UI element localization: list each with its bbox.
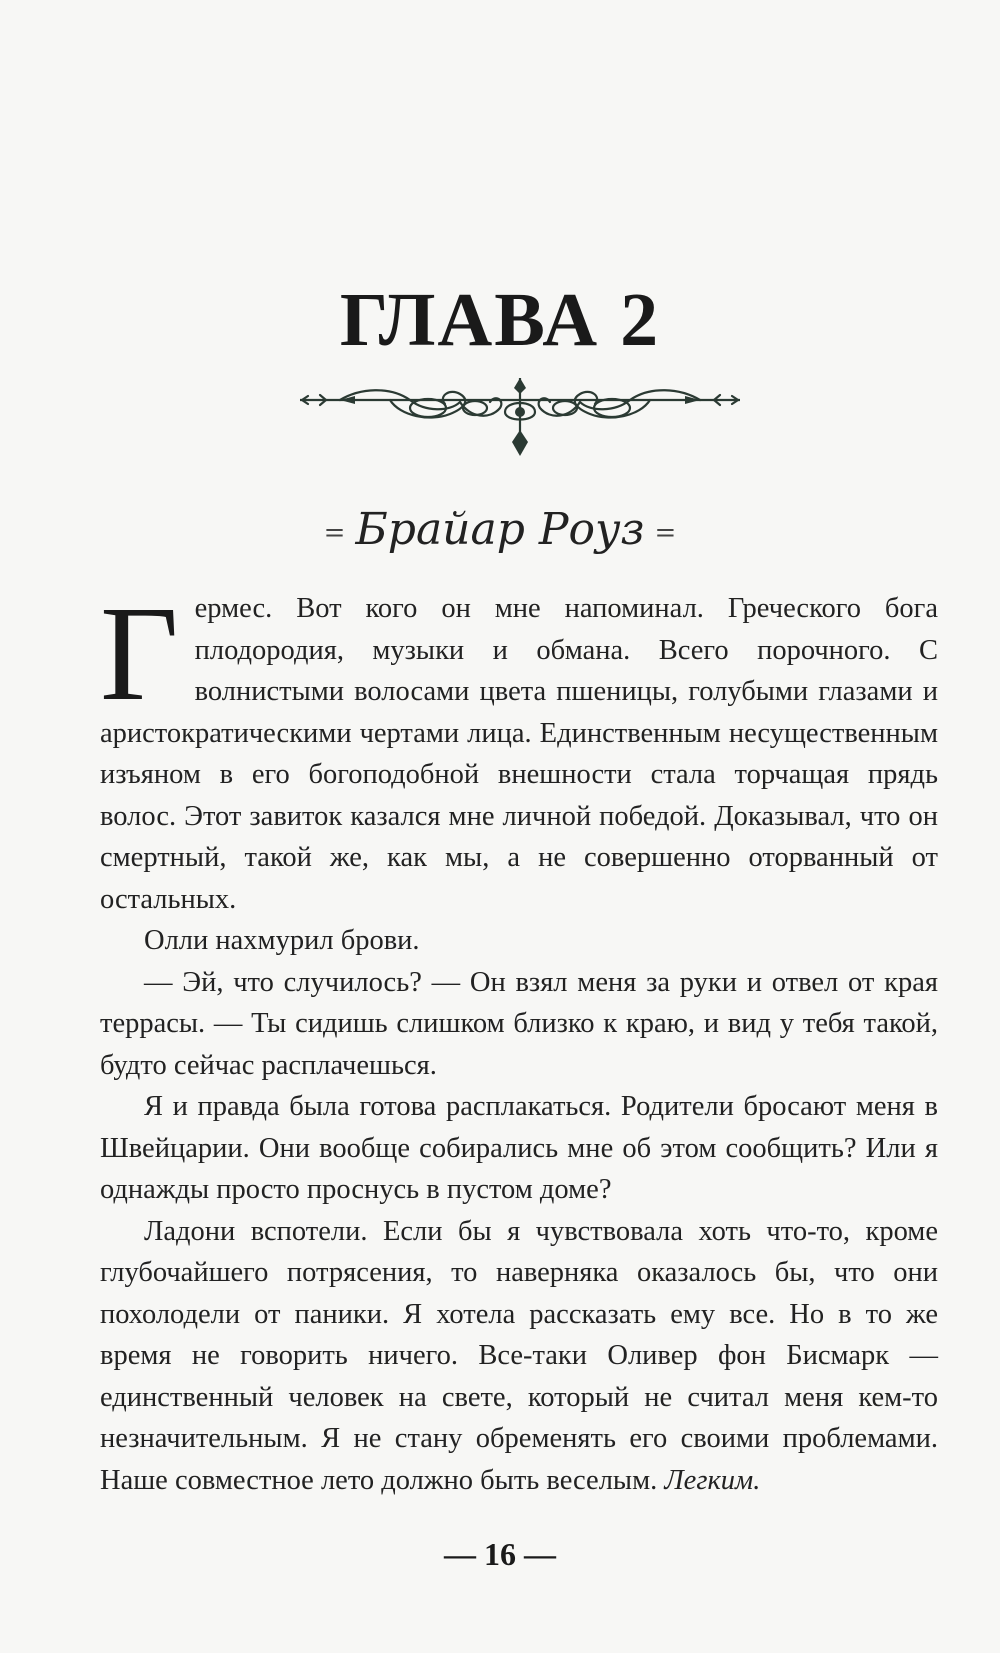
- paragraph-5-text: Ладони вспотели. Если бы я чувствовала хоть что-то, кроме глубочайшего потрясения, то наверняка оказалось бы, что они похолодели от паники. Я хотела рассказать ему все. Но в то же время не говорить ничего. Все-таки Оливер фон Бисмарк — единственный человек на свете, который не считал меня кем-то незначительным. Я не стану обременять его своими проблемами. Наше совместное лето должно быть веселым.: [100, 1215, 938, 1496]
- paragraph-1-text: ермес. Вот кого он мне напоминал. Греческого бога плодородия, музыки и обмана. Всего порочного. С волнистыми волосами цвета пшеницы, голубыми глазами и аристократическими чертами лица. Единственным несущественным изъяном в его богоподобной внешности стала торчащая прядь волос. Этот завиток казался мне личной победой. Доказывал, что он смертный, такой же, как мы, а не совершенно оторванный от остальных.: [100, 593, 938, 915]
- paragraph-5-italic: Легким.: [664, 1464, 761, 1496]
- pov-dash-left: =: [323, 517, 346, 548]
- chapter-title: ГЛАВА 2: [339, 278, 661, 362]
- chapter-text: [100, 579, 938, 1501]
- pov-heading: [0, 504, 1000, 555]
- pov-name: Брайар Роуз: [355, 504, 645, 555]
- paragraph-1: [100, 579, 938, 920]
- paragraph-3: — Эй, что случилось? — Он взял меня за руки и отвел от края террасы. — Ты сидишь слишком близко к краю, и вид у тебя такой, будто сейчас расплачешься.: [100, 966, 938, 1081]
- paragraph-5: [100, 1211, 938, 1502]
- paragraph-4: Я и правда была готова расплакаться. Родители бросают меня в Швейцарии. Они вообще собирались мне об этом сообщить? Или я однажды просто проснусь в пустом доме?: [100, 1091, 938, 1205]
- page-number: — 16 —: [444, 1536, 556, 1572]
- pov-dash-right: =: [654, 517, 677, 548]
- drop-cap: Г: [100, 579, 179, 729]
- paragraph-2: Олли нахмурил брови.: [144, 925, 420, 956]
- flourish-ornament-icon: [300, 378, 740, 458]
